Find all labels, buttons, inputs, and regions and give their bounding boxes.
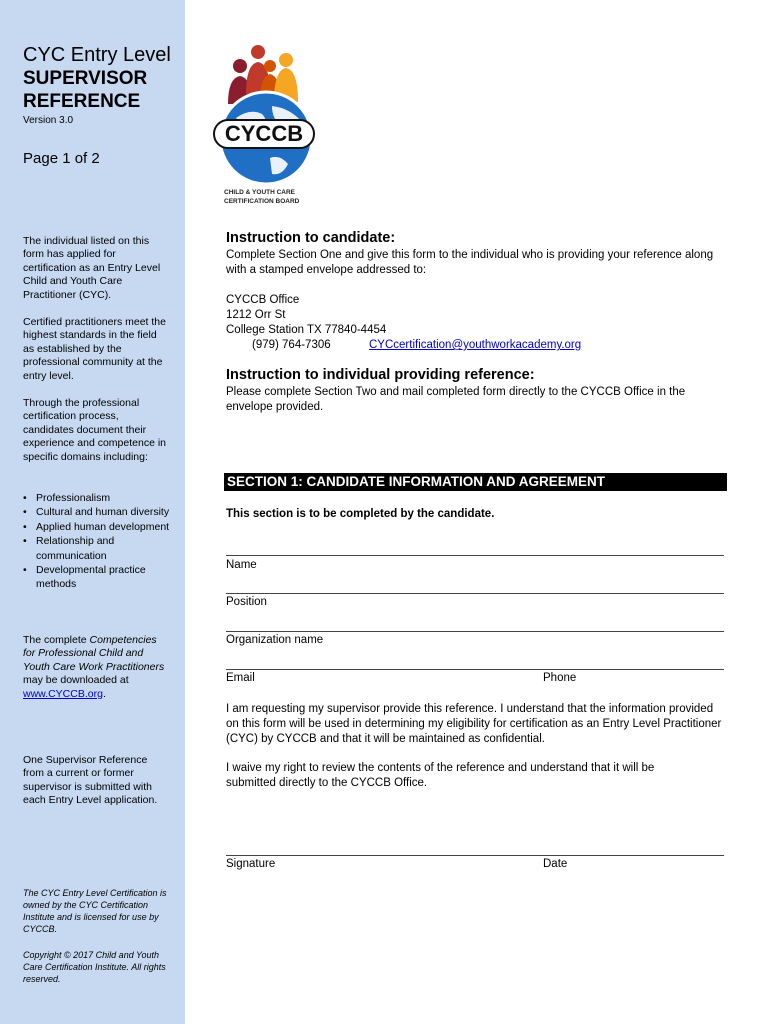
email-label: Email	[226, 672, 255, 684]
address-line2: 1212 Orr St	[226, 309, 286, 321]
name-label: Name	[226, 559, 257, 571]
competencies-prefix: The complete	[23, 634, 90, 646]
list-item: • Developmental practice methods	[23, 563, 173, 592]
logo-caption	[224, 188, 324, 206]
sidebar-standards-paragraph: Certified practitioners meet the highest standards in the field as established by the professional community at the entry level.	[23, 316, 166, 382]
candidate-instruction-text: Complete Section One and give this form to the individual who is providing your reference along with a stamped envelope addressed to:	[226, 249, 714, 276]
position-label: Position	[226, 596, 267, 608]
logo-graphic-icon	[210, 42, 318, 192]
name-field[interactable]	[226, 555, 724, 556]
sidebar	[0, 0, 185, 1024]
organization-label: Organization name	[226, 634, 324, 646]
form-title-line3: REFERENCE	[23, 91, 141, 112]
sidebar-competencies-paragraph	[23, 634, 168, 701]
signature-label: Signature	[226, 858, 276, 870]
candidate-instruction-heading: Instruction to candidate:	[226, 230, 396, 246]
list-item: • Applied human development	[23, 520, 173, 534]
form-title-line1: CYC Entry Level	[23, 44, 171, 66]
section1-subtitle: This section is to be completed by the candidate.	[226, 508, 495, 520]
reference-instruction-text: Please complete Section Two and mail completed form directly to the CYCCB Office in the envelope provided.	[226, 386, 686, 413]
section1-header: SECTION 1: CANDIDATE INFORMATION AND AGREEMENT	[224, 473, 727, 491]
version-label: Version 3.0	[23, 115, 74, 126]
reference-instruction-heading: Instruction to individual providing reference:	[226, 367, 535, 383]
cyccb-website-link[interactable]: www.CYCCB.org	[23, 687, 103, 700]
sidebar-intro-paragraph: The individual listed on this form has applied for certification as an Entry Level Child and Youth Care Practitioner (CYC).	[23, 235, 161, 301]
address-line1: CYCCB Office	[226, 294, 300, 306]
competencies-title: Competencies for Professional Child and Youth Care Work Practitioners	[23, 634, 165, 673]
signature-date-field[interactable]	[226, 855, 724, 856]
address-line3: College Station TX 77840-4454	[226, 324, 387, 336]
sidebar-reference-paragraph: One Supervisor Reference from a current or former supervisor is submitted with each Entry Level application.	[23, 754, 158, 807]
logo-caption-line2: CERTIFICATION BOARD	[224, 198, 300, 205]
phone-label: Phone	[543, 672, 577, 684]
position-field[interactable]	[226, 593, 724, 594]
agreement-confidentiality: I am requesting my supervisor provide this reference. I understand that the information provided on this form will be used in determining my eligibility for certification as an Entry Level Practitioner (CYC) by CYCCB and that it will be maintained as confidential.	[226, 703, 722, 745]
domain-list	[23, 491, 173, 592]
ownership-notice: The CYC Entry Level Certification is owned by the CYC Certification Institute and is licensed for use by CYCCB.	[23, 888, 167, 934]
date-label: Date	[543, 858, 568, 870]
form-title-line2: SUPERVISOR	[23, 68, 148, 89]
logo-caption-line1: CHILD & YOUTH CARE	[224, 189, 296, 196]
sidebar-process-paragraph: Through the professional certification process, candidates document their experience and competence in specific domains including:	[23, 397, 167, 463]
competencies-mid: may be downloaded at	[23, 674, 129, 687]
logo-text: CYCCB	[224, 121, 304, 146]
office-phone: (979) 764-7306	[252, 339, 331, 351]
email-phone-field[interactable]	[226, 669, 724, 670]
cyccb-logo	[210, 42, 318, 212]
page-indicator: Page 1 of 2	[23, 150, 100, 167]
list-item: • Cultural and human diversity	[23, 505, 173, 519]
agreement-waiver: I waive my right to review the contents of the reference and understand that it will be submitted directly to the CYCCB Office.	[226, 762, 655, 789]
office-email-link[interactable]: CYCcertification@youthworkacademy.org	[369, 339, 582, 351]
organization-field[interactable]	[226, 631, 724, 632]
copyright-notice: Copyright © 2017 Child and Youth Care Certification Institute. All rights reserved.	[23, 950, 166, 984]
competencies-suffix: .	[102, 687, 106, 700]
list-item: • Relationship and communication	[23, 534, 173, 563]
list-item: • Professionalism	[23, 491, 173, 505]
